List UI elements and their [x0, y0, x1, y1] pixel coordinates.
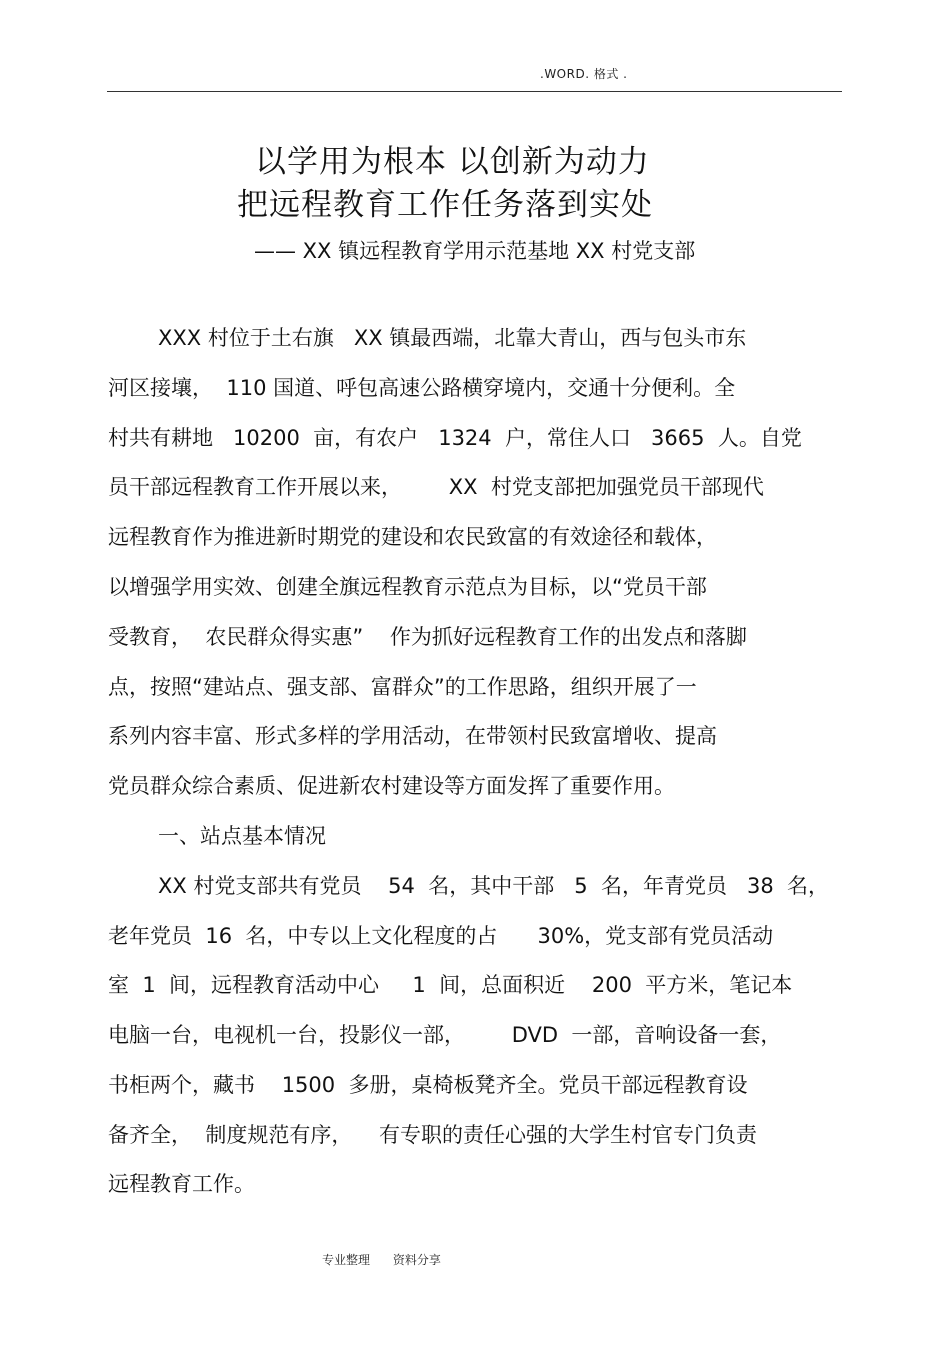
paragraph-2-line: 电脑一台，电视机一台，投影仪一部， DVD 一部，音响设备一套，: [108, 1023, 782, 1047]
page-header: [0, 66, 950, 86]
document-title-line-1: 以学用为根本 以创新为动力: [255, 144, 650, 180]
paragraph-2-line: 老年党员 16 名，中专以上文化程度的占 30%，党支部有党员活动: [108, 924, 774, 948]
header-text: .WORD. 格式 .: [540, 67, 628, 81]
paragraph-1-line: 受教育， 农民群众得实惠” 作为抓好远程教育工作的出发点和落脚: [108, 625, 747, 649]
paragraph-1-line: 系列内容丰富、形式多样的学用活动，在带领村民致富增收、提高: [108, 724, 717, 748]
paragraph-1-line: XXX 村位于土右旗 XX 镇最西端，北靠大青山，西与包头市东: [158, 326, 747, 350]
paragraph-2-line: 远程教育工作。: [108, 1172, 255, 1196]
document-title-line-2: 把远程教育工作任务落到实处: [237, 187, 653, 223]
paragraph-1-line: 员干部远程教育工作开展以来， XX 村党支部把加强党员干部现代: [108, 475, 764, 499]
paragraph-1-line: 党员群众综合素质、促进新农村建设等方面发挥了重要作用。: [108, 774, 675, 798]
header-divider: [107, 91, 842, 92]
paragraph-2-line: 室 1 间，远程教育活动中心 1 间，总面积近 200 平方米，笔记本: [108, 973, 793, 997]
paragraph-1-line: 点，按照“建站点、强支部、富群众”的工作思路，组织开展了一: [108, 675, 697, 699]
paragraph-1-line: 河区接壤， 110 国道、呼包高速公路横穿境内，交通十分便利。全: [108, 376, 736, 400]
paragraph-2-line: 备齐全， 制度规范有序， 有专职的责任心强的大学生村官专门负责: [108, 1123, 758, 1147]
paragraph-2-line: 书柜两个，藏书 1500 多册，桌椅板凳齐全。党员干部远程教育设: [108, 1073, 748, 1097]
section-heading: 一、站点基本情况: [158, 824, 326, 848]
paragraph-1-line: 村共有耕地 10200 亩，有农户 1324 户，常住人口 3665 人。自党: [108, 426, 802, 450]
paragraph-1-line: 以增强学用实效、创建全旗远程教育示范点为目标，以“党员干部: [108, 575, 707, 599]
paragraph-2-line: XX 村党支部共有党员 54 名，其中干部 5 名，年青党员 38 名，: [158, 874, 830, 898]
document-subtitle: —— XX 镇远程教育学用示范基地 XX 村党支部: [254, 239, 696, 263]
paragraph-1-line: 远程教育作为推进新时期党的建设和农民致富的有效途径和载体，: [108, 525, 717, 549]
page-footer: 专业整理 资料分享: [322, 1253, 441, 1267]
